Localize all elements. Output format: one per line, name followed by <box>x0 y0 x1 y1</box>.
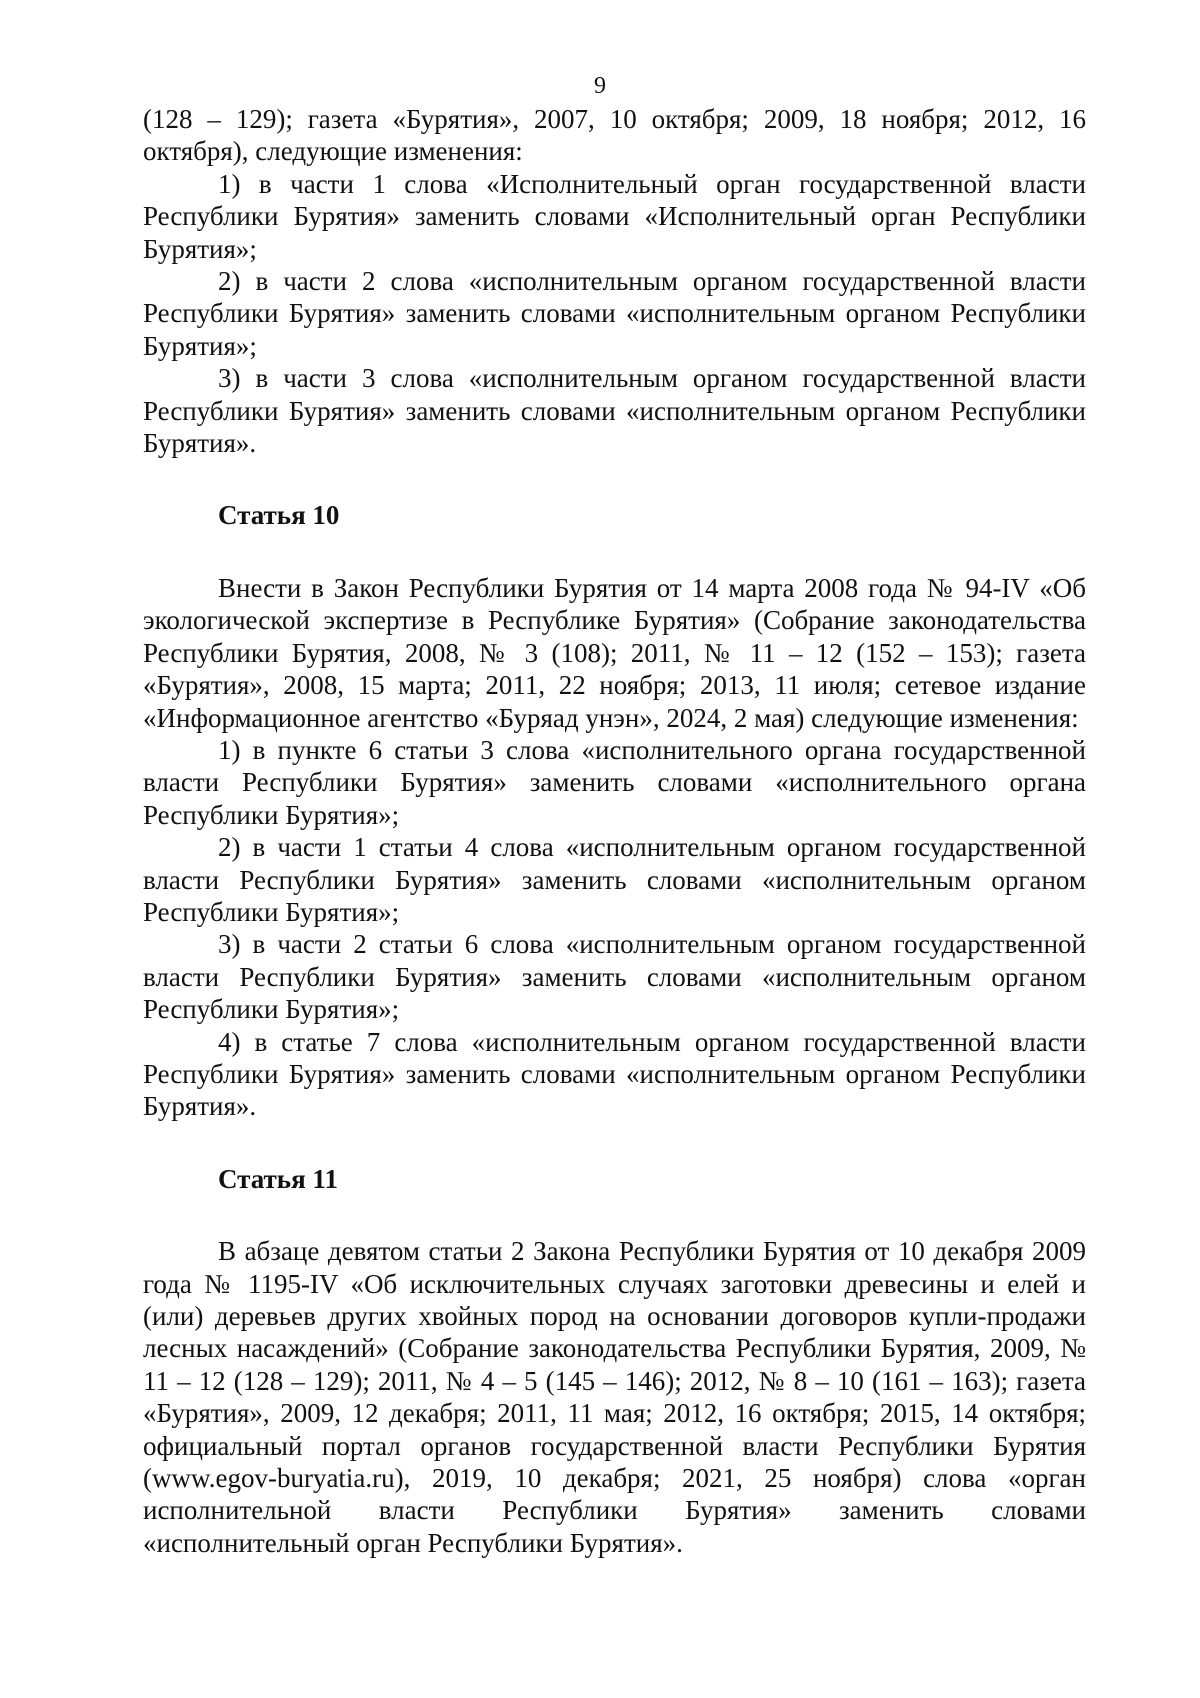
article-10-item-2: 2) в части 1 статьи 4 слова «исполнительным органом государственной власти Республики Бурятия» заменить словами «исполнительным органом Республики Бурятия»; <box>143 832 1086 927</box>
article-10-lead-paragraph: Внести в Закон Республики Бурятия от 14 марта 2008 года № 94-IV «Об экологической экспертизе в Республике Бурятия» (Собрание законодательства Республики Бурятия, 2008, № 3 (108); 2011, № 11 – 12 (152 – 153); газета «Бурятия», 2008, 15 марта; 2011, 22 ноября; 2013, 11 июля; сетевое издание «Информационное агентство «Буряад унэн», 2024, 2 мая) следующие изменения: <box>143 572 1086 733</box>
document-body <box>143 103 1086 1559</box>
intro-item-3: 3) в части 3 слова «исполнительным органом государственной власти Республики Бурятия» заменить словами «исполнительным органом Республики Бурятия». <box>143 363 1086 459</box>
intro-continuation-paragraph: (128 – 129); газета «Бурятия», 2007, 10 октября; 2009, 18 ноября; 2012, 16 октября), следующие изменения: <box>143 104 1086 167</box>
article-10-item-4: 4) в статье 7 слова «исполнительным органом государственной власти Республики Бурятия» заменить словами «исполнительным органом Республики Бурятия». <box>143 1026 1086 1122</box>
article-10-item-1: 1) в пункте 6 статьи 3 слова «исполнительного органа государственной власти Республики Бурятия» заменить словами «исполнительного органа Республики Бурятия»; <box>143 734 1086 830</box>
article-11-heading: Статья 11 <box>218 1163 338 1194</box>
intro-item-1: 1) в части 1 слова «Исполнительный орган государственной власти Республики Бурятия» заменить словами «Исполнительный орган Республики Бурятия»; <box>143 168 1086 264</box>
article-10-item-3: 3) в части 2 статьи 6 слова «исполнительным органом государственной власти Республики Бурятия» заменить словами «исполнительным органом Республики Бурятия»; <box>143 929 1086 1025</box>
article-10-heading: Статья 10 <box>218 500 340 531</box>
intro-item-2: 2) в части 2 слова «исполнительным органом государственной власти Республики Бурятия» заменить словами «исполнительным органом Республики Бурятия»; <box>143 266 1086 361</box>
article-11-body-paragraph: В абзаце девятом статьи 2 Закона Республики Бурятия от 10 декабря 2009 года № 1195-IV «Об исключительных случаях заготовки древесины и елей и (или) деревьев других хвойных пород на основании договоров купли-продажи лесных насаждений» (Собрание законодательства Республики Бурятия, 2009, № 11 – 12 (128 – 129); 2011, № 4 – 5 (145 – 146); 2012, № 8 – 10 (161 – 163); газета «Бурятия», 2009, 12 декабря; 2011, 11 мая; 2012, 16 октября; 2015, 14 октября; официальный портал органов государственной власти Республики Бурятия (www.egov-buryatia.ru), 2019, 10 декабря; 2021, 25 ноября) слова «орган исполнительной власти Республики Бурятия» заменить словами «исполнительный орган Республики Бурятия». <box>143 1236 1086 1558</box>
page-number: 9 <box>594 73 606 99</box>
